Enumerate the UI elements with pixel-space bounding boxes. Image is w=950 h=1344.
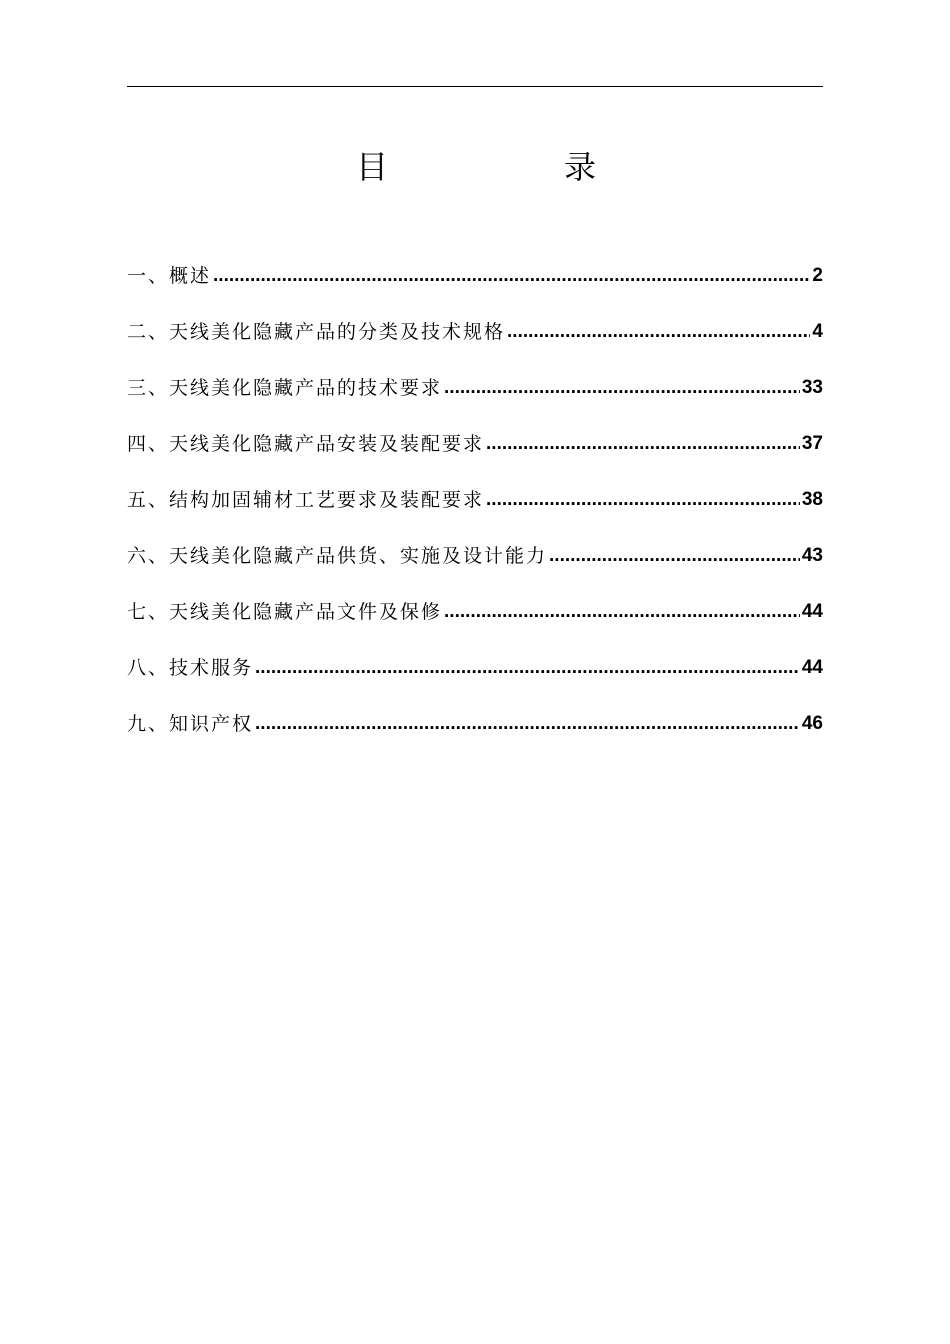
toc-entry-label: 五、结构加固辅材工艺要求及装配要求 bbox=[127, 489, 485, 511]
toc-entry-label: 一、概述 bbox=[127, 265, 212, 287]
toc-entry-label: 三、天线美化隐藏产品的技术要求 bbox=[127, 377, 443, 399]
toc-entry-page: 4 bbox=[812, 321, 823, 342]
page-title bbox=[0, 142, 950, 192]
toc-entry-page: 37 bbox=[801, 433, 823, 454]
toc-leader-dots bbox=[255, 706, 800, 742]
toc-entry-classification[interactable] bbox=[127, 294, 823, 350]
toc-entry-page: 43 bbox=[801, 545, 823, 566]
toc-entry-label: 七、天线美化隐藏产品文件及保修 bbox=[127, 601, 443, 623]
toc-leader-dots bbox=[444, 370, 800, 406]
toc-entry-label: 九、知识产权 bbox=[127, 713, 254, 735]
header-rule bbox=[127, 86, 823, 87]
toc-entry-supply[interactable] bbox=[127, 518, 823, 574]
toc-entry-page: 38 bbox=[801, 489, 823, 510]
toc-entry-reinforcement[interactable] bbox=[127, 462, 823, 518]
toc-entry-label: 四、天线美化隐藏产品安装及装配要求 bbox=[127, 433, 485, 455]
toc-entry-page: 33 bbox=[801, 377, 823, 398]
toc-leader-dots bbox=[486, 426, 800, 462]
toc-entry-installation[interactable] bbox=[127, 406, 823, 462]
toc-entry-overview[interactable] bbox=[127, 238, 823, 294]
title-char-right: 录 bbox=[564, 148, 597, 186]
toc-entry-label: 二、天线美化隐藏产品的分类及技术规格 bbox=[127, 321, 506, 343]
toc-entry-documents-warranty[interactable] bbox=[127, 574, 823, 630]
toc-entry-page: 44 bbox=[801, 657, 823, 678]
toc-leader-dots bbox=[444, 594, 800, 630]
toc-entry-page: 2 bbox=[812, 265, 823, 286]
toc-entry-ip[interactable] bbox=[127, 686, 823, 742]
title-char-left: 目 bbox=[356, 148, 389, 186]
toc-entry-page: 46 bbox=[801, 713, 823, 734]
toc-entry-label: 八、技术服务 bbox=[127, 657, 254, 679]
toc-leader-dots bbox=[549, 538, 800, 574]
toc-entry-tech-service[interactable] bbox=[127, 630, 823, 686]
toc-entry-page: 44 bbox=[801, 601, 823, 622]
table-of-contents bbox=[127, 238, 823, 742]
toc-entry-tech-requirements[interactable] bbox=[127, 350, 823, 406]
toc-leader-dots bbox=[486, 482, 800, 518]
toc-entry-label: 六、天线美化隐藏产品供货、实施及设计能力 bbox=[127, 545, 548, 567]
toc-leader-dots bbox=[213, 258, 810, 294]
toc-leader-dots bbox=[255, 650, 800, 686]
toc-leader-dots bbox=[507, 314, 810, 350]
